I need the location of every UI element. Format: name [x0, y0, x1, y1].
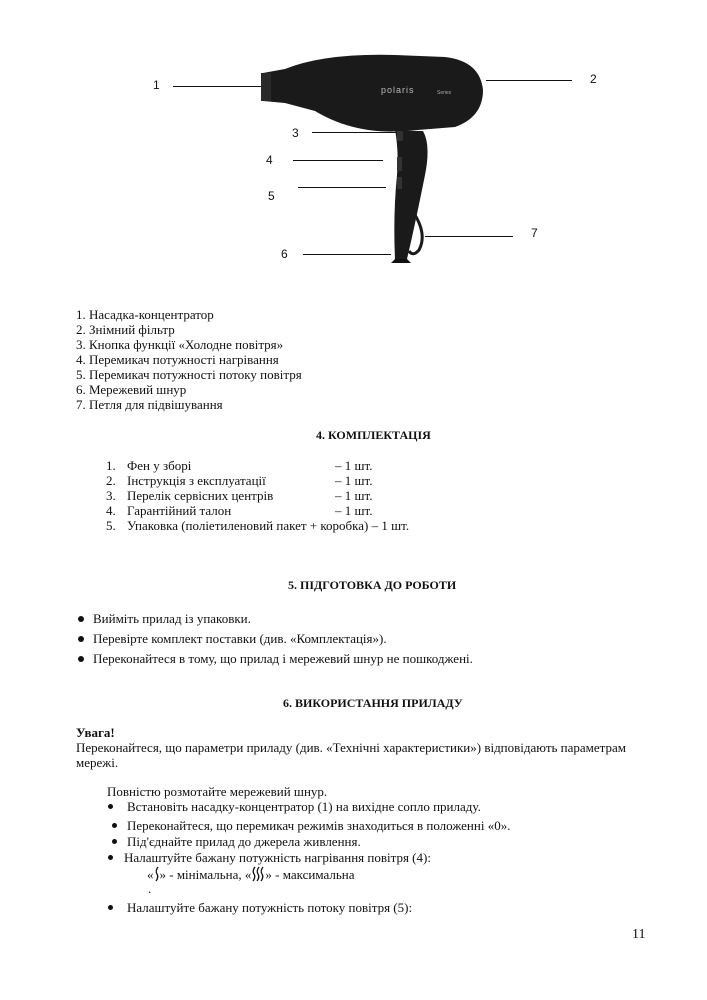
set-item-num: 2. [106, 473, 116, 488]
heat-switch [397, 157, 402, 171]
quote-open: « [147, 867, 154, 882]
set-item-num: 4. [106, 503, 116, 518]
usage-bullet: Налаштуйте бажану потужність потоку повітря (5): [127, 900, 413, 915]
usage-bullet: Під'єднайте прилад до джерела живлення. [127, 834, 361, 849]
speed-switch [397, 177, 402, 189]
set-item-qty: – 1 шт. [335, 473, 373, 488]
dryer-nozzle [261, 73, 271, 101]
heat-legend [147, 866, 355, 883]
callout-3: 3 [292, 126, 299, 140]
prep-bullet: Перевірте комплект поставки (див. «Комплектація»). [93, 631, 387, 646]
triple-wave-icon [251, 866, 265, 882]
set-item-num: 3. [106, 488, 116, 503]
usage-bullet: Переконайтеся, що перемикач режимів знаходиться в положенні «0». [127, 818, 511, 833]
heat-legend-min: » - мінімальна, « [159, 867, 252, 882]
callout-4: 4 [266, 153, 273, 167]
parts-list-item: 3. Кнопка функції «Холодне повітря» [76, 337, 284, 352]
prep-bullet: Вийміть прилад із упаковки. [93, 611, 251, 626]
set-item-name: Перелік сервісних центрів [127, 488, 274, 503]
bullet-icon [112, 839, 117, 844]
set-item-name: Фен у зборі [127, 458, 192, 473]
warning-text-line: Переконайтеся, що параметри приладу (див. «Технічні характеристики») відповідають параметрам [76, 740, 627, 755]
callout-line-6 [303, 254, 391, 255]
set-item-name: Гарантійний талон [127, 503, 232, 518]
set-item-qty: – 1 шт. [335, 503, 373, 518]
parts-list-item: 1. Насадка-концентратор [76, 307, 214, 322]
parts-list-item: 2. Знімний фільтр [76, 322, 175, 337]
bullet-icon [108, 804, 113, 809]
section-6-title: 6. ВИКОРИСТАННЯ ПРИЛАДУ [283, 696, 463, 710]
callout-6: 6 [281, 247, 288, 261]
warning-title: Увага! [76, 725, 115, 740]
set-item-name: Упаковка (поліетиленовий пакет + коробка) – 1 шт. [127, 518, 410, 533]
usage-bullet: Встановіть насадку-концентратор (1) на вихідне сопло приладу. [127, 799, 481, 814]
section-5-title: 5. ПІДГОТОВКА ДО РОБОТИ [288, 578, 457, 592]
page-number: 11 [632, 927, 646, 942]
bullet-icon [112, 823, 117, 828]
callout-5: 5 [268, 189, 275, 203]
dot-line: . [148, 881, 152, 896]
parts-list-item: 7. Петля для підвішування [76, 397, 223, 412]
parts-list-item: 6. Мережевий шнур [76, 382, 187, 397]
bullet-icon [78, 656, 84, 662]
parts-list-item: 5. Перемикач потужності потоку повітря [76, 367, 302, 382]
bullet-icon [108, 905, 113, 910]
dryer-cord [391, 259, 411, 263]
set-item-num: 5. [106, 518, 116, 533]
callout-line-3 [312, 132, 396, 133]
bullet-icon [78, 636, 84, 642]
callout-2: 2 [590, 72, 597, 86]
callout-line-7 [425, 236, 513, 237]
brand-logo-text: polaris [381, 85, 415, 95]
usage-bullet: Налаштуйте бажану потужність нагрівання повітря (4): [124, 850, 431, 865]
prep-bullet: Переконайтеся в тому, що прилад і мережевий шнур не пошкоджені. [93, 651, 473, 666]
callout-1: 1 [153, 78, 160, 92]
set-item-name: Інструкція з експлуатації [127, 473, 266, 488]
section-4-title: 4. КОМПЛЕКТАЦІЯ [316, 428, 431, 442]
callout-line-4 [293, 160, 383, 161]
parts-list-item: 4. Перемикач потужності нагрівання [76, 352, 279, 367]
cool-shot-button [397, 131, 403, 141]
callout-line-5 [298, 187, 386, 188]
bullet-icon [108, 855, 113, 860]
callout-line-1 [173, 86, 261, 87]
set-item-num: 1. [106, 458, 116, 473]
warning-text-line: мережі. [76, 755, 119, 770]
set-item-qty: – 1 шт. [335, 458, 373, 473]
set-item-qty: – 1 шт. [335, 488, 373, 503]
callout-line-2 [486, 80, 572, 81]
callout-7: 7 [531, 226, 538, 240]
bullet-icon [78, 616, 84, 622]
usage-intro: Повністю розмотайте мережевий шнур. [107, 784, 328, 799]
model-logo-text: Series [437, 90, 452, 96]
heat-legend-max: » - максимальна [265, 867, 355, 882]
